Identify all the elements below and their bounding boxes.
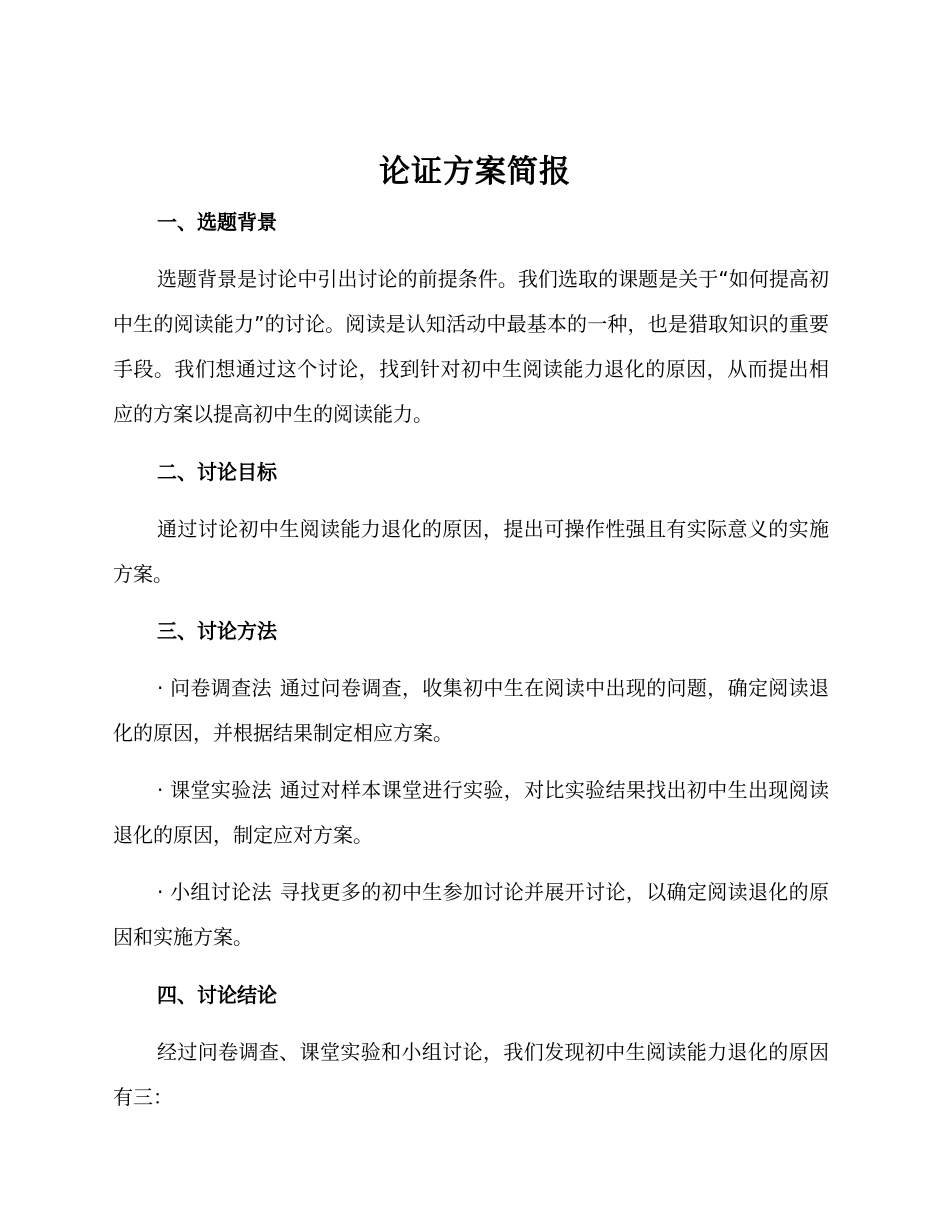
section-heading-goal: 二、讨论目标 [157, 460, 277, 484]
method-item-group-discussion [113, 870, 829, 960]
method-label: · 课堂实验法 [157, 778, 272, 802]
section-paragraph-conclusion: 经过问卷调查、课堂实验和小组讨论，我们发现初中生阅读能力退化的原因有三： [113, 1040, 829, 1109]
method-text: 通过对样本课堂进行实验，对比实验结果找出初中生出现阅读退化的原因，制定应对方案。 [113, 778, 830, 847]
method-label: · 问卷调查法 [157, 676, 272, 700]
method-text: 通过问卷调查，收集初中生在阅读中出现的问题，确定阅读退化的原因，并根据结果制定相应方案。 [113, 676, 830, 745]
document-title: 论证方案简报 [379, 154, 571, 190]
section-paragraph-background: 选题背景是讨论中引出讨论的前提条件。我们选取的课题是关于“如何提高初中生的阅读能力”的讨论。阅读是认知活动中最基本的一种，也是猎取知识的重要手段。我们想通过这个讨论，找到针对初中生阅读能力退化的原因，从而提出相应的方案以提高初中生的阅读能力。 [113, 267, 829, 426]
section-heading-background: 一、选题背景 [157, 210, 277, 234]
section-heading-methods: 三、讨论方法 [157, 619, 277, 643]
method-text: 寻找更多的初中生参加讨论并展开讨论，以确定阅读退化的原因和实施方案。 [113, 880, 830, 949]
method-item-questionnaire [113, 666, 829, 756]
method-label: · 小组讨论法 [157, 880, 272, 904]
section-paragraph-goal: 通过讨论初中生阅读能力退化的原因，提出可操作性强且有实际意义的实施方案。 [113, 517, 829, 586]
method-item-classroom-experiment [113, 768, 829, 858]
section-heading-conclusion: 四、讨论结论 [157, 983, 277, 1007]
